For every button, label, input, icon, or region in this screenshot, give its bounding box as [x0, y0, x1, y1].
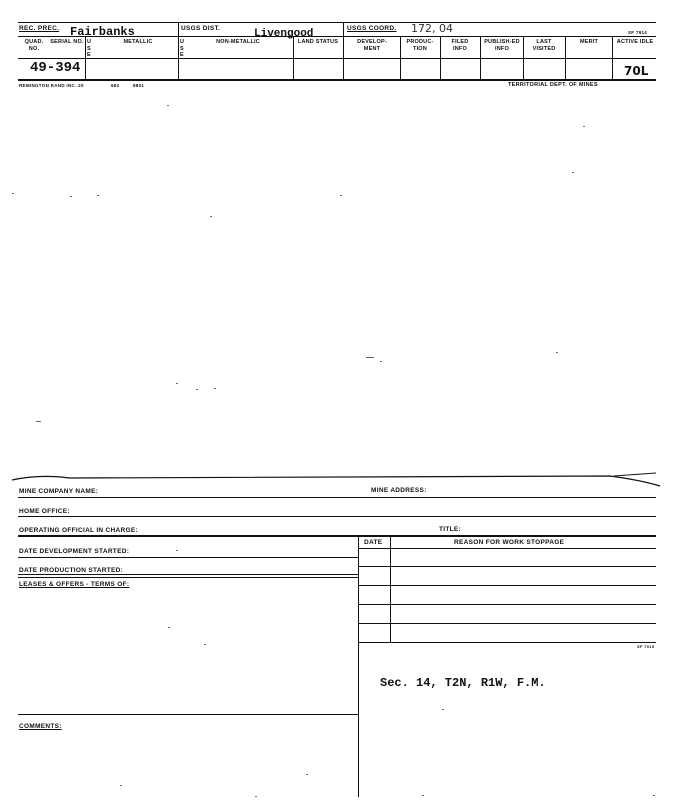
rule-stop-2: [358, 585, 656, 586]
form-number-bottom: SF 7915: [637, 644, 655, 649]
divider-filed: [440, 36, 441, 79]
rec-prec-value: Fairbanks: [70, 25, 135, 39]
date-production-label: DATE PRODUCTION STARTED:: [19, 567, 124, 574]
printer-code-2: 8801: [133, 83, 145, 88]
speck: [210, 216, 212, 217]
header-rule-top: [18, 22, 656, 23]
operating-official-label: OPERATING OFFICIAL IN CHARGE:: [19, 527, 138, 534]
divider-land: [293, 36, 294, 79]
speck: [572, 172, 574, 173]
date-column-header: DATE: [364, 539, 383, 546]
leases-label: LEASES & OFFERS - TERMS OF:: [19, 581, 130, 588]
torn-edge: [10, 470, 670, 490]
divider-prod: [400, 36, 401, 79]
speck: [583, 126, 585, 127]
speck: [70, 196, 72, 197]
col-serial-no: SERIAL NO.: [50, 39, 84, 45]
home-office-label: HOME OFFICE:: [19, 508, 70, 515]
speck: [12, 193, 14, 194]
title-label: TITLE:: [439, 526, 462, 533]
divider-metallic: [85, 36, 86, 79]
header-rule-3: [18, 58, 656, 59]
rule-prod-1: [18, 574, 358, 575]
speck: [306, 774, 308, 775]
speck: [340, 195, 342, 196]
col-merit: MERIT: [579, 39, 599, 45]
rule-company: [18, 497, 656, 498]
divider-publ: [480, 36, 481, 79]
reason-column-header: REASON FOR WORK STOPPAGE: [454, 539, 565, 546]
speck: [653, 795, 655, 796]
printer-code-1: 682: [111, 83, 120, 88]
col-non-metallic: NON-METALLIC: [216, 39, 260, 45]
quad-serial-value: 49-394: [30, 60, 81, 76]
rule-home: [18, 516, 656, 517]
divider-active: [612, 36, 613, 79]
col-published-info: PUBLISH-ED INFO: [484, 39, 520, 52]
col-non-metallic-side: U S E: [180, 39, 185, 58]
comments-label: COMMENTS:: [19, 723, 62, 730]
col-filed-info: FILED INFO: [451, 39, 469, 52]
active-idle-value: 70L: [624, 64, 649, 78]
divider-usgs-coord: [343, 22, 344, 36]
col-last-visited: LAST VISITED: [532, 39, 556, 52]
rule-stop-4: [358, 623, 656, 624]
divider-last: [523, 36, 524, 79]
col-development: DEVELOP-MENT: [357, 39, 387, 52]
date-development-label: DATE DEVELOPMENT STARTED:: [19, 548, 130, 555]
speck: [214, 388, 216, 389]
rule-official: [18, 535, 656, 537]
speck: [97, 195, 99, 196]
rec-prec-label: REC. PREC.: [19, 25, 60, 32]
rule-comments: [18, 714, 358, 715]
speck: [366, 357, 374, 358]
territorial-dept: TERRITORIAL DEPT. OF MINES: [508, 82, 598, 88]
divider-date: [390, 535, 391, 642]
divider-usgs-dist: [178, 22, 179, 79]
col-metallic-side: U S E: [87, 39, 92, 58]
speck: [196, 389, 198, 390]
speck: [442, 709, 444, 710]
speck: [36, 421, 41, 422]
header-rule-bottom: [18, 79, 656, 81]
mine-company-name-label: MINE COMPANY NAME:: [19, 488, 99, 495]
speck: [120, 785, 122, 786]
speck: [422, 795, 424, 796]
col-quad-no: QUAD. NO.: [24, 39, 44, 52]
rule-stop-5: [358, 642, 656, 643]
rule-stop-1: [358, 566, 656, 567]
speck: [204, 644, 206, 645]
speck: [380, 361, 382, 362]
col-active-idle: ACTIVE IDLE: [616, 39, 654, 45]
printer-mark: REMINGTON RAND INC. 20: [19, 83, 84, 88]
speck: [176, 550, 178, 551]
usgs-dist-label: USGS DIST.: [181, 25, 221, 32]
usgs-dist-value: Livengood: [254, 28, 314, 40]
speck: [255, 796, 257, 797]
speck: [168, 627, 170, 628]
col-metallic: METALLIC: [123, 39, 153, 45]
mine-address-label: MINE ADDRESS:: [371, 487, 427, 494]
speck: [556, 352, 558, 353]
col-production: PRODUC-TION: [406, 39, 434, 52]
rule-date-head: [358, 548, 656, 549]
usgs-coord-label: USGS COORD.: [347, 25, 397, 32]
form-number-top: SF 7914: [628, 30, 648, 35]
rule-dev: [18, 557, 358, 558]
speck: [176, 383, 178, 384]
rule-stop-3: [358, 604, 656, 605]
divider-center: [358, 535, 359, 797]
divider-develop: [343, 36, 344, 79]
usgs-coord-value: 172, 04: [411, 22, 453, 35]
location-value: Sec. 14, T2N, R1W, F.M.: [380, 676, 546, 690]
rule-prod-2: [18, 577, 358, 578]
speck: [167, 105, 169, 106]
col-land-status: LAND STATUS: [297, 39, 339, 45]
divider-merit: [565, 36, 566, 79]
